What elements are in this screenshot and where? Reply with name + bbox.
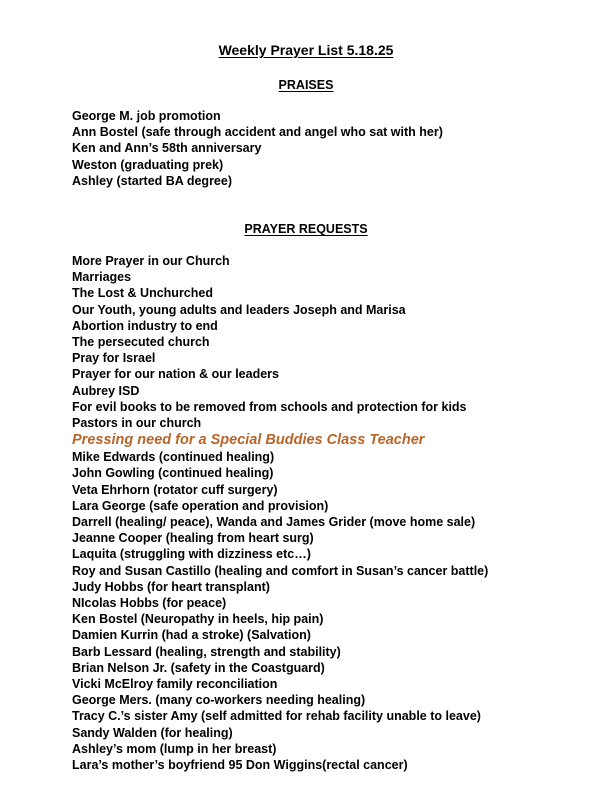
praises-heading: PRAISES <box>278 78 334 92</box>
request-item: The persecuted church <box>72 335 210 350</box>
request-item: Lara George (safe operation and provision) <box>72 498 329 513</box>
request-item: For evil books to be removed from schools and protection for kids <box>72 399 467 414</box>
request-item: More Prayer in our Church <box>72 254 230 268</box>
request-item: Brian Nelson Jr. (safety in the Coastguard) <box>72 660 325 675</box>
request-item: Tracy C.’s sister Amy (self admitted for rehab facility unable to leave) <box>72 709 481 724</box>
request-item: Damien Kurrin (had a stroke) (Salvation) <box>72 628 311 643</box>
request-item: NIcolas Hobbs (for peace) <box>72 596 227 611</box>
request-item: Sandy Walden (for healing) <box>72 725 233 740</box>
request-item: Pray for Israel <box>72 351 156 366</box>
praises-list <box>72 108 592 189</box>
request-item: Barb Lessard (healing, strength and stability) <box>72 644 341 659</box>
request-item: Veta Ehrhorn (rotator cuff surgery) <box>72 482 278 497</box>
praise-item: Ann Bostel (safe through accident and angel who sat with her) <box>72 125 443 140</box>
request-item: Marriages <box>72 270 132 285</box>
request-item: Our Youth, young adults and leaders Joseph and Marisa <box>72 302 406 317</box>
praise-item: Ken and Ann’s 58th anniversary <box>72 141 262 156</box>
request-item: Aubrey ISD <box>72 383 140 398</box>
request-item: Laquita (struggling with dizziness etc…) <box>72 547 311 562</box>
praise-item: George M. job promotion <box>72 109 221 123</box>
request-item: Vicki McElroy family reconciliation <box>72 677 278 692</box>
highlighted-request-item: Pressing need for a Special Buddies Class Teacher <box>72 432 425 449</box>
request-item: Jeanne Cooper (healing from heart surg) <box>72 531 314 546</box>
request-item: Judy Hobbs (for heart transplant) <box>72 579 270 594</box>
prayer-requests-list <box>72 253 592 773</box>
request-item: Ashley’s mom (lump in her breast) <box>72 741 277 756</box>
praise-item: Weston (graduating prek) <box>72 157 224 172</box>
praise-item: Ashley (started BA degree) <box>72 173 232 188</box>
request-item: Ken Bostel (Neuropathy in heels, hip pain) <box>72 612 324 627</box>
request-item: Pastors in our church <box>72 416 202 431</box>
request-item: Roy and Susan Castillo (healing and comfort in Susan’s cancer battle) <box>72 563 489 578</box>
request-item: Darrell (healing/ peace), Wanda and James Grider (move home sale) <box>72 515 476 530</box>
request-item: Abortion industry to end <box>72 318 218 333</box>
page-title: Weekly Prayer List 5.18.25 <box>218 42 394 58</box>
request-item: Prayer for our nation & our leaders <box>72 367 279 382</box>
request-item: John Gowling (continued healing) <box>72 466 274 481</box>
prayer-requests-heading: PRAYER REQUESTS <box>244 222 368 236</box>
request-item: George Mers. (many co-workers needing healing) <box>72 693 366 708</box>
request-item: The Lost & Unchurched <box>72 286 213 301</box>
request-item: Lara’s mother’s boyfriend 95 Don Wiggins(rectal cancer) <box>72 758 408 773</box>
request-item: Mike Edwards (continued healing) <box>72 450 275 465</box>
